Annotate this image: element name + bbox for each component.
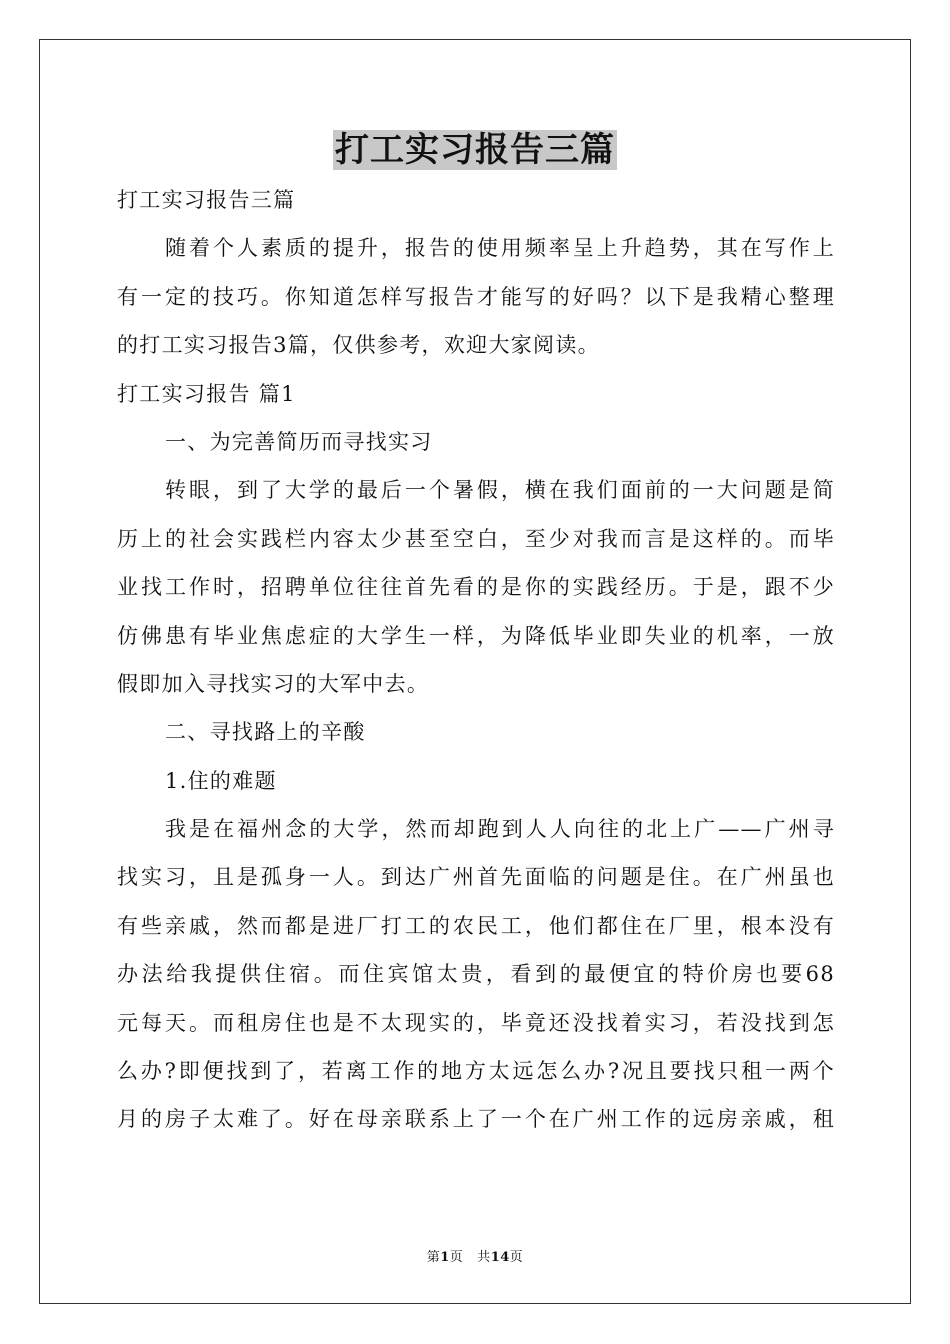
body-line: 元每天。而租房住也是不太现实的，毕竟还没找着实习，若没找到怎	[117, 1010, 835, 1035]
document-body	[117, 176, 835, 1144]
body-line: 办法给我提供住宿。而住宾馆太贵，看到的最便宜的特价房也要68	[117, 962, 835, 987]
body-line: 业找工作时，招聘单位往往首先看的是你的实践经历。于是，跟不少	[117, 575, 835, 600]
body-line: 随着个人素质的提升，报告的使用频率呈上升趋势，其在写作上	[165, 236, 835, 261]
body-line: 打工实习报告三篇	[117, 188, 296, 212]
total-suffix: 页	[509, 1250, 524, 1265]
body-line: 历上的社会实践栏内容太少甚至空白，至少对我而言是这样的。而毕	[117, 526, 835, 551]
page-suffix: 页	[449, 1250, 464, 1265]
subheading: 1.住的难题	[165, 768, 277, 793]
body-line: 有些亲戚，然而都是进厂打工的农民工，他们都住在厂里，根本没有	[117, 913, 835, 938]
subheading: 二、寻找路上的辛酸	[165, 720, 366, 745]
body-line: 我是在福州念的大学，然而却跑到人人向往的北上广——广州寻	[165, 817, 835, 842]
body-line: 假即加入寻找实习的大军中去。	[117, 671, 430, 696]
document-title	[0, 127, 950, 173]
page-number: 1	[440, 1250, 450, 1265]
body-line: 找实习，且是孤身一人。到达广州首先面临的问题是住。在广州虽也	[117, 865, 835, 890]
body-line: 仿佛患有毕业焦虑症的大学生一样，为降低毕业即失业的机率，一放	[117, 623, 835, 648]
body-line: 转眼，到了大学的最后一个暑假，横在我们面前的一大问题是简	[165, 478, 835, 503]
subheading: 一、为完善简历而寻找实习	[165, 429, 433, 454]
page-prefix: 第	[426, 1250, 441, 1265]
body-line: 月的房子太难了。好在母亲联系上了一个在广州工作的远房亲戚，租	[117, 1107, 835, 1132]
section-heading: 打工实习报告 篇1	[117, 381, 296, 406]
body-line: 的打工实习报告3篇，仅供参考，欢迎大家阅读。	[117, 333, 600, 358]
body-line: 有一定的技巧。你知道怎样写报告才能写的好吗？以下是我精心整理	[117, 284, 835, 309]
total-pages: 14	[490, 1250, 510, 1265]
total-prefix: 共	[477, 1250, 491, 1265]
title-highlight: 打工实习报告三篇	[335, 130, 615, 170]
page-footer	[0, 1246, 950, 1265]
body-line: 么办?即便找到了，若离工作的地方太远怎么办?况且要找只租一两个	[117, 1059, 835, 1084]
